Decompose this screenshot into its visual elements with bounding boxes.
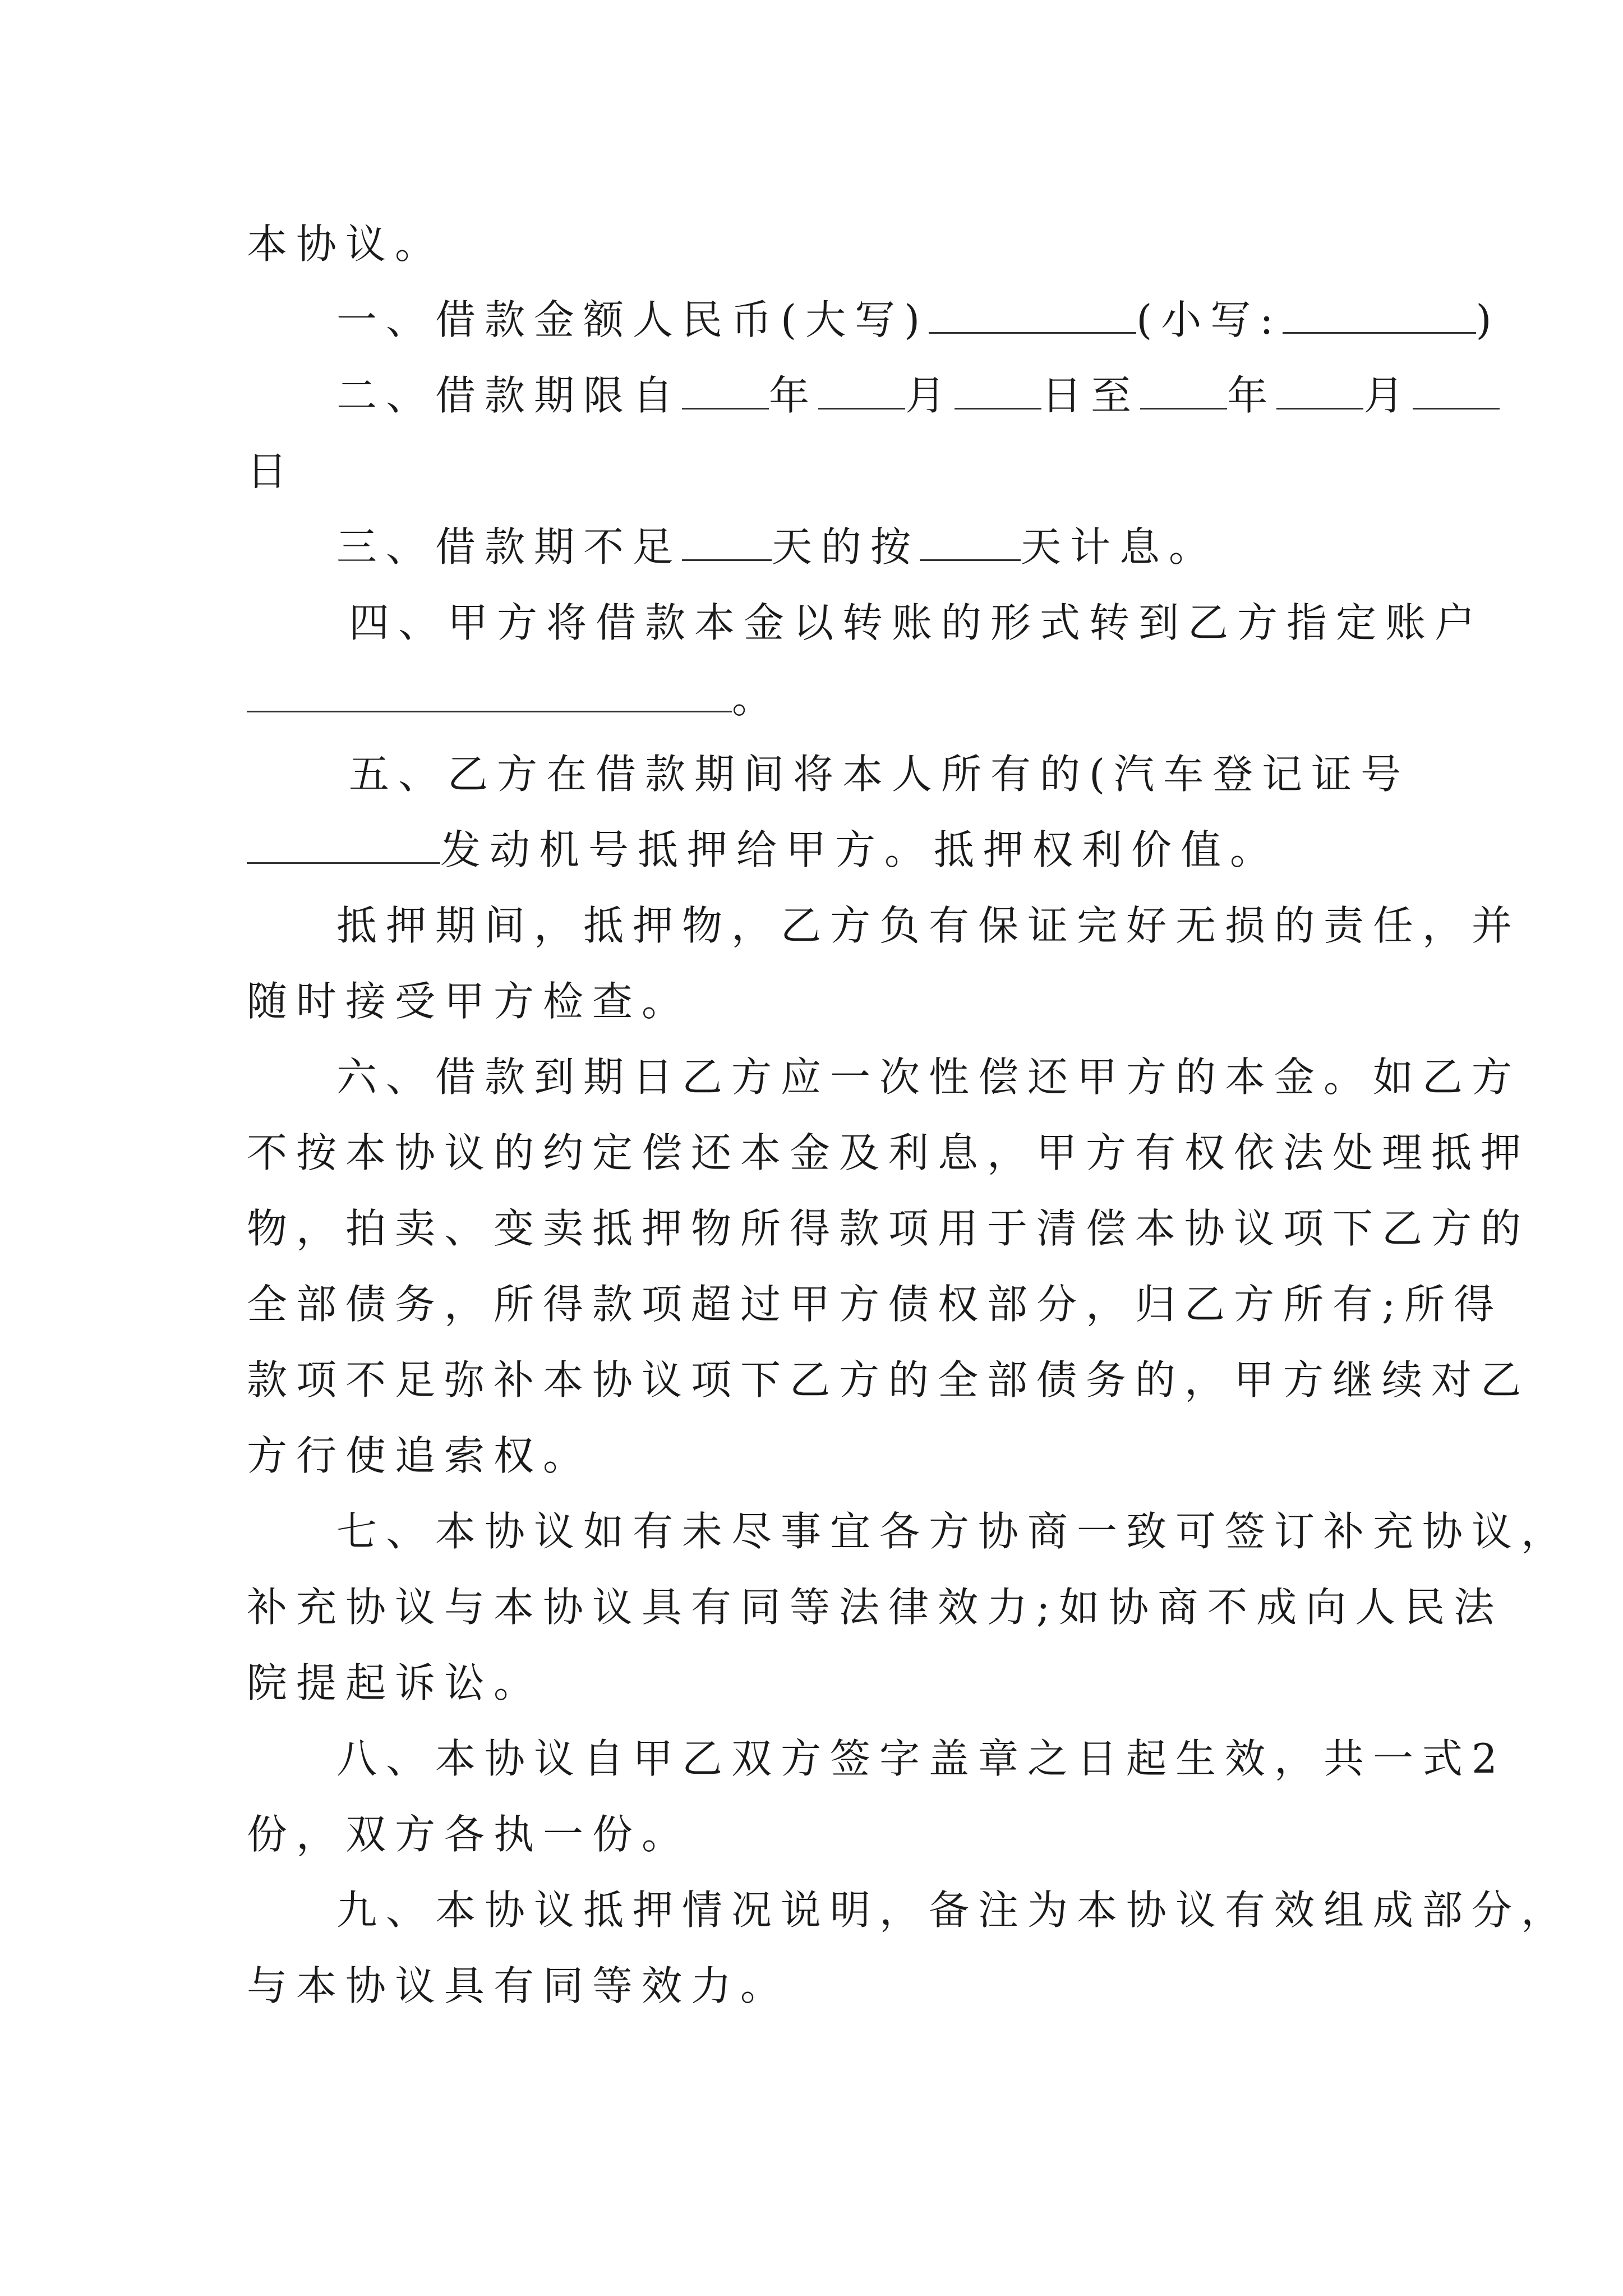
text-segment: 年 [769, 372, 819, 419]
text-segment: 五、乙方在借款期间将本人所有的(汽车登记证号 [349, 751, 1410, 798]
days-count-blank [920, 522, 1021, 561]
text-segment: 一、借款金额人民币(大写) [336, 296, 929, 343]
text-segment: 方行使追索权。 [247, 1432, 593, 1479]
text-segment: 月 [1363, 372, 1413, 419]
text-segment: 天的按 [772, 523, 920, 570]
text-segment: 年 [1227, 372, 1277, 419]
clause-2-term [336, 367, 1481, 424]
start-day-blank [955, 371, 1041, 409]
text-segment: ) [1476, 296, 1501, 343]
text-segment: 六、借款到期日乙方应一次性偿还甲方的本金。如乙方 [336, 1053, 1521, 1101]
text-segment: 院提起诉讼。 [247, 1659, 543, 1706]
text-line [247, 1655, 1391, 1711]
account-blank [247, 674, 732, 712]
text-line [247, 1200, 1530, 1257]
clause-5-collateral [349, 746, 1493, 802]
clause-6-repayment [336, 1049, 1521, 1105]
clause-9-notes [336, 1882, 1571, 1938]
text-line [247, 443, 1391, 499]
start-year-blank [682, 371, 769, 409]
text-segment: 日 [247, 448, 297, 495]
amount-lowercase-blank [1283, 295, 1476, 334]
text-line [247, 1806, 1391, 1862]
text-segment: 四、甲方将借款本金以转账的形式转到乙方指定账户 [349, 599, 1484, 646]
text-segment: 九、本协议抵押情况说明，备注为本协议有效组成部分， [336, 1887, 1571, 1934]
text-line [247, 1428, 1391, 1484]
text-segment: 。 [732, 675, 782, 722]
text-segment: 月 [905, 372, 955, 419]
text-segment: 款项不足弥补本协议项下乙方的全部债务的，甲方继续对乙 [247, 1356, 1530, 1404]
clause-7-supplement [336, 1503, 1571, 1559]
text-segment: 二、借款期限自 [336, 372, 683, 419]
text-line [247, 216, 1391, 272]
collateral-line [247, 822, 1391, 878]
text-segment: 天计息。 [1021, 523, 1219, 570]
clause-8-effective [336, 1731, 1506, 1787]
registration-number-blank [247, 825, 440, 864]
text-segment: 全部债务，所得款项超过甲方债权部分，归乙方所有;所得 [247, 1281, 1504, 1328]
account-line [247, 670, 1391, 726]
text-segment: 三、借款期不足 [336, 523, 683, 570]
text-segment: 不按本协议的约定偿还本金及利息，甲方有权依法处理抵押 [247, 1129, 1530, 1176]
clause-3-interest [336, 519, 1481, 575]
text-segment: 八、本协议自甲乙双方签字盖章之日起生效，共一式2 [336, 1735, 1506, 1782]
text-segment: 抵押期间，抵押物，乙方负有保证完好无损的责任，并 [336, 902, 1521, 949]
text-line [336, 898, 1521, 954]
text-line [247, 1352, 1530, 1408]
text-segment: 补充协议与本协议具有同等法律效力;如协商不成向人民法 [247, 1584, 1504, 1631]
text-segment: 七、本协议如有未尽事宜各方协商一致可签订补充协议， [336, 1508, 1571, 1555]
end-day-blank [1413, 371, 1500, 409]
text-segment: 随时接受甲方检查。 [247, 978, 691, 1025]
text-segment: 与本协议具有同等效力。 [247, 1962, 790, 2009]
text-line [247, 1125, 1530, 1181]
text-line [247, 1958, 1391, 2014]
end-month-blank [1276, 371, 1363, 409]
text-segment: 发动机号抵押给甲方。抵押权利价值。 [440, 826, 1280, 873]
end-year-blank [1140, 371, 1227, 409]
text-segment: 份，双方各执一份。 [247, 1811, 691, 1858]
clause-1-amount [336, 292, 1501, 348]
text-line [247, 1276, 1504, 1332]
text-segment: 本协议。 [247, 220, 445, 268]
text-segment: 日至 [1041, 372, 1141, 419]
text-segment: 物，拍卖、变卖抵押物所得款项用于清偿本协议项下乙方的 [247, 1205, 1530, 1252]
text-segment: (小写: [1136, 296, 1283, 343]
amount-uppercase-blank [929, 295, 1136, 334]
days-short-blank [682, 522, 772, 561]
start-month-blank [818, 371, 905, 409]
text-line [247, 1579, 1504, 1635]
text-line [247, 973, 1391, 1029]
clause-4-transfer [349, 595, 1493, 651]
